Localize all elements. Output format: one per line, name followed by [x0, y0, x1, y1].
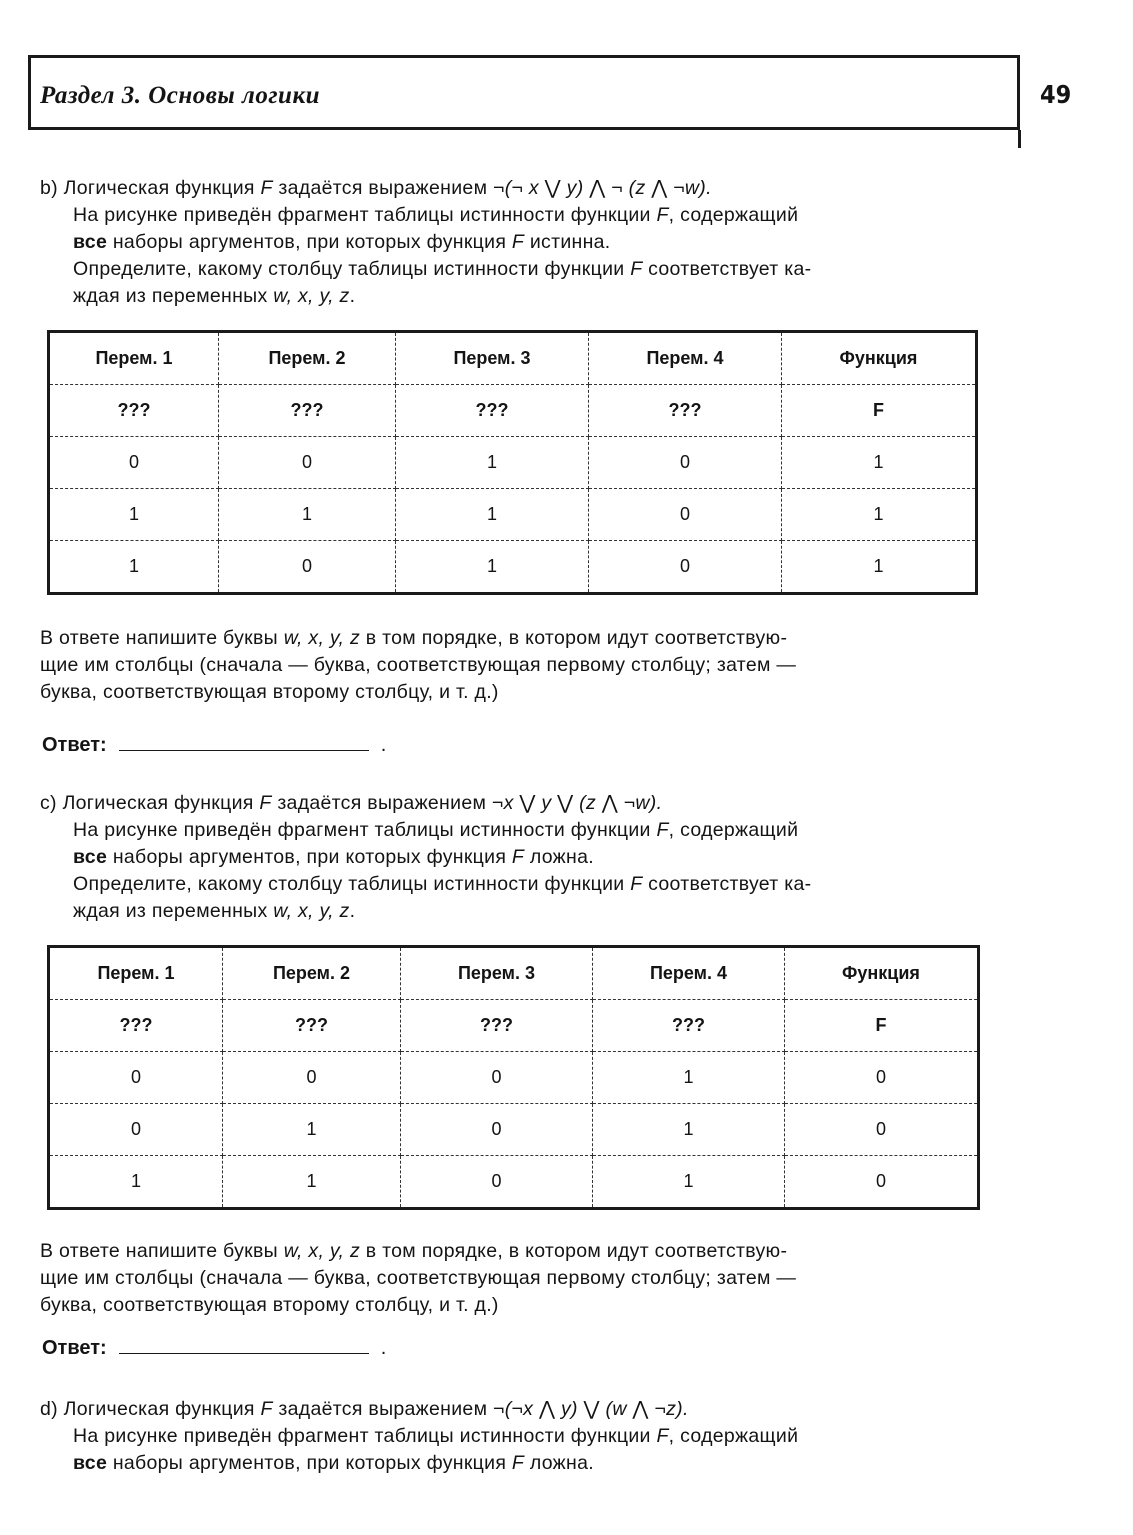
table-cell: 1: [396, 489, 589, 541]
table-cell: 1: [593, 1156, 785, 1209]
table-row: [49, 1052, 979, 1104]
table-cell: 1: [593, 1052, 785, 1104]
table-cell: 0: [49, 1052, 223, 1104]
task-b-answer: Ответ: .: [42, 730, 386, 757]
table-cell: ???: [219, 385, 396, 437]
table-cell: 0: [49, 437, 219, 489]
table-cell: 0: [49, 1104, 223, 1156]
table-cell: F: [782, 385, 977, 437]
task-b-statement: b) Логическая функция F задаётся выражением ¬(¬ x ⋁ y) ⋀ ¬ (z ⋀ ¬w). На рисунке приведён фрагмент таблицы истинности функции F, содержащий все наборы аргументов, при которых функция F истинна. Определите, какому столбцу таблицы истинности функции F соответствует ка- ждая из переменных w, x, y, z.: [40, 177, 812, 307]
table-cell: 0: [219, 437, 396, 489]
header-cell: Перем. 2: [223, 947, 401, 1000]
task-c-answer: Ответ: .: [42, 1333, 386, 1360]
table-cell: 0: [785, 1104, 979, 1156]
header-cell: Перем. 3: [401, 947, 593, 1000]
task-d-label: d): [40, 1398, 58, 1420]
table-header-row: [49, 947, 979, 1000]
table-row: [49, 437, 977, 489]
table-cell: 0: [401, 1104, 593, 1156]
task-b-answer-field[interactable]: [119, 730, 369, 751]
task-b-label: b): [40, 177, 58, 199]
table-cell: 1: [782, 489, 977, 541]
header-cell: Перем. 1: [49, 332, 219, 385]
task-b-truth-table: [47, 330, 978, 595]
table-cell: ???: [396, 385, 589, 437]
task-d-statement: d) Логическая функция F задаётся выражением ¬(¬x ⋀ y) ⋁ (w ⋀ ¬z). На рисунке приведён фрагмент таблицы истинности функции F, содержащий все наборы аргументов, при которых функция F ложна.: [40, 1398, 799, 1474]
task-b-expression: ¬(¬ x ⋁ y) ⋀ ¬ (z ⋀ ¬w).: [493, 177, 712, 199]
header-cell: Перем. 4: [589, 332, 782, 385]
page-number: 49: [1040, 80, 1072, 109]
table-cell: 1: [223, 1104, 401, 1156]
table-row: [49, 1000, 979, 1052]
table-row: [49, 385, 977, 437]
table-cell: 1: [223, 1156, 401, 1209]
task-c-statement: c) Логическая функция F задаётся выражением ¬x ⋁ y ⋁ (z ⋀ ¬w). На рисунке приведён фрагмент таблицы истинности функции F, содержащий все наборы аргументов, при которых функция F ложна. Определите, какому столбцу таблицы истинности функции F соответствует ка- ждая из переменных w, x, y, z.: [40, 792, 812, 922]
table-cell: 0: [589, 541, 782, 594]
table-cell: 0: [589, 489, 782, 541]
table-cell: 1: [49, 1156, 223, 1209]
table-row: [49, 1104, 979, 1156]
task-d-expression: ¬(¬x ⋀ y) ⋁ (w ⋀ ¬z).: [493, 1398, 689, 1420]
table-cell: 0: [223, 1052, 401, 1104]
table-cell: 1: [593, 1104, 785, 1156]
table-cell: 1: [219, 489, 396, 541]
header-cell: Перем. 3: [396, 332, 589, 385]
table-cell: 1: [782, 541, 977, 594]
table-cell: ???: [49, 385, 219, 437]
table-row: [49, 541, 977, 594]
table-row: [49, 1156, 979, 1209]
table-cell: 1: [49, 489, 219, 541]
table-cell: ???: [223, 1000, 401, 1052]
task-c-truth-table: [47, 945, 980, 1210]
table-cell: 1: [396, 437, 589, 489]
header-cell: Перем. 4: [593, 947, 785, 1000]
table-cell: 0: [589, 437, 782, 489]
task-c-answer-field[interactable]: [119, 1333, 369, 1354]
table-cell: 1: [396, 541, 589, 594]
task-c-instructions: В ответе напишите буквы w, x, y, z в том порядке, в котором идут соответствую- щие им столбцы (сначала — буква, соответствующая первому столбцу; затем — буква, соответствующая второму столбцу, и т. д.): [40, 1240, 797, 1316]
header-cell: Перем. 2: [219, 332, 396, 385]
table-cell: 0: [785, 1052, 979, 1104]
table-cell: 0: [401, 1156, 593, 1209]
table-cell: F: [785, 1000, 979, 1052]
table-cell: 1: [49, 541, 219, 594]
task-b-instructions: В ответе напишите буквы w, x, y, z в том порядке, в котором идут соответствую- щие им столбцы (сначала — буква, соответствующая первому столбцу; затем — буква, соответствующая второму столбцу, и т. д.): [40, 627, 797, 703]
header-cell: Функция: [785, 947, 979, 1000]
table-cell: ???: [401, 1000, 593, 1052]
table-header-row: [49, 332, 977, 385]
table-row: [49, 489, 977, 541]
task-c-label: c): [40, 792, 57, 814]
header-cell: Функция: [782, 332, 977, 385]
task-c-expression: ¬x ⋁ y ⋁ (z ⋀ ¬w).: [491, 792, 663, 814]
table-cell: 0: [401, 1052, 593, 1104]
table-cell: 0: [219, 541, 396, 594]
header-divider-tick: [1018, 130, 1021, 148]
table-cell: 1: [782, 437, 977, 489]
section-title: Раздел 3. Основы логики: [40, 82, 321, 109]
header-cell: Перем. 1: [49, 947, 223, 1000]
table-cell: ???: [589, 385, 782, 437]
table-cell: ???: [593, 1000, 785, 1052]
table-cell: 0: [785, 1156, 979, 1209]
table-cell: ???: [49, 1000, 223, 1052]
